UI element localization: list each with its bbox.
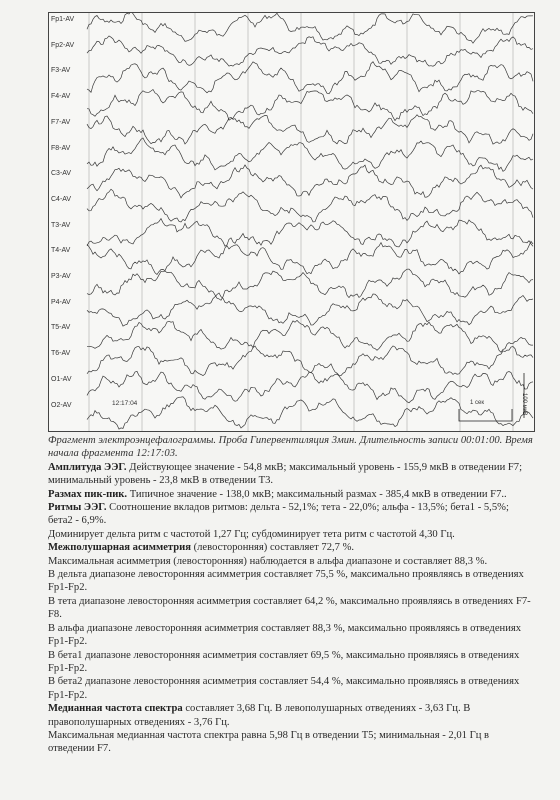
eeg-trace-f7-av	[87, 115, 533, 144]
asymmetry-theta: В тета диапазоне левосторонняя асимметрия составляет 64,2 %, максимально проявляясь в отведениях F7-F8.	[48, 595, 531, 621]
eeg-trace-t5-av	[87, 320, 533, 352]
channel-label: C4-AV	[51, 195, 72, 203]
median-text: составляет 3,68 Гц. В левополушарных отведениях - 3,63 Гц. В правополушарных отведениях - 3,76 Гц.	[48, 703, 471, 728]
channel-label: O1-AV	[51, 375, 72, 383]
median-heading: Медианная частота спектра	[48, 703, 183, 715]
channel-label: T5-AV	[51, 324, 71, 332]
p2p-heading: Размах пик-пик.	[48, 488, 128, 500]
eeg-chart	[48, 12, 535, 432]
eeg-trace-o2-av	[87, 397, 533, 429]
asymmetry-text: (левосторонняя) составляет 72,7 %.	[190, 542, 355, 554]
figure-caption: Фрагмент электроэнцефалограммы. Проба Гипервентиляция 3мин. Длительность записи 00:01:00. Время начала фрагмента 12:17:03.	[48, 435, 533, 460]
amplitude-heading: Амплитуда ЭЭГ.	[48, 461, 127, 473]
eeg-trace-t6-av	[87, 346, 533, 376]
channel-label: C3-AV	[51, 170, 72, 178]
channel-label: Fp2-AV	[51, 41, 75, 49]
eeg-trace-t4-av	[87, 241, 533, 274]
median-paragraph	[48, 702, 536, 729]
eeg-trace-f8-av	[87, 138, 533, 171]
channel-label: P3-AV	[51, 273, 71, 280]
eeg-trace-c3-av	[87, 165, 533, 198]
rhythms-text: Соотношение вкладов ритмов: дельта - 52,1%; тета - 22,0%; альфа - 13,5%; бета1 - 5,5%; бета2 - 6,9%.	[48, 502, 509, 527]
eeg-trace-f4-av	[87, 90, 533, 121]
asymmetry-delta: В дельта диапазоне левосторонняя асимметрия составляет 75,5 %, максимально проявляясь в отведениях Fp1-Fp2.	[48, 569, 524, 594]
eeg-report	[48, 434, 536, 756]
dominant-rhythm: Доминирует дельта ритм с частотой 1,27 Гц; субдоминирует тета ритм с частотой 4,30 Гц.	[48, 528, 455, 540]
asymmetry-heading: Межполушарная асимметрия	[48, 542, 191, 554]
asymmetry-beta2: В бета2 диапазоне левосторонняя асимметрия составляет 54,4 %, максимально проявляясь в отведениях Fp1-Fp2.	[48, 676, 520, 701]
channel-label: P4-AV	[51, 298, 71, 306]
median-max: Максимальная медианная частота спектра равна 5,98 Гц в отведении Т5; минимальная - 2,01 Гц в отведении F7.	[48, 729, 490, 755]
channel-labels	[48, 12, 88, 430]
amplitude-scale: 100 мкВ	[521, 393, 527, 416]
channel-label: T3-AV	[51, 221, 71, 229]
channel-label: T6-AV	[51, 350, 71, 358]
eeg-trace-fp2-av	[87, 36, 533, 66]
channel-label: F8-AV	[51, 144, 71, 152]
channel-label: O2-AV	[51, 401, 72, 409]
asymmetry-max: Максимальная асимметрия (левосторонняя) наблюдается в альфа диапазоне и составляет 88,3 %.	[48, 555, 488, 567]
channel-label: F7-AV	[51, 118, 71, 126]
time-marker: 12:17:04	[112, 400, 138, 407]
eeg-trace-fp1-av	[87, 13, 533, 43]
rhythms-heading: Ритмы ЭЭГ.	[48, 502, 107, 514]
eeg-trace-t3-av	[87, 219, 533, 247]
asymmetry-beta1: В бета1 диапазоне левосторонняя асимметрия составляет 69,5 %, максимально проявляясь в отведениях Fp1-Fp2.	[48, 649, 520, 674]
time-scale: 1 сек	[470, 400, 484, 406]
eeg-trace-f3-av	[87, 62, 533, 94]
p2p-paragraph	[48, 488, 536, 501]
eeg-trace-c4-av	[87, 189, 533, 222]
eeg-trace-p4-av	[87, 293, 533, 326]
amplitude-text: Действующее значение - 54,8 мкВ; максимальный уровень - 155,9 мкВ в отведении F7; минимальный уровень - 23,8 мкВ в отведении Т3.	[48, 461, 523, 487]
channel-label: Fp1-AV	[51, 16, 75, 23]
channel-label: F4-AV	[51, 93, 71, 101]
scale-bar	[459, 373, 524, 421]
asymmetry-paragraph	[48, 541, 536, 554]
channel-label: F3-AV	[51, 67, 71, 75]
p2p-text: Типичное значение - 138,0 мкВ; максимальный размах - 385,4 мкВ в отведении F7..	[127, 488, 507, 500]
asymmetry-alpha: В альфа диапазоне левосторонняя асимметрия составляет 88,3 %, максимально проявляясь в отведениях Fp1-Fp2.	[48, 622, 522, 648]
channel-label: T4-AV	[51, 247, 71, 255]
eeg-traces	[49, 13, 534, 431]
eeg-trace-p3-av	[87, 269, 533, 300]
amplitude-paragraph	[48, 461, 536, 488]
eeg-trace-o1-av	[87, 371, 533, 403]
rhythms-paragraph	[48, 501, 536, 528]
